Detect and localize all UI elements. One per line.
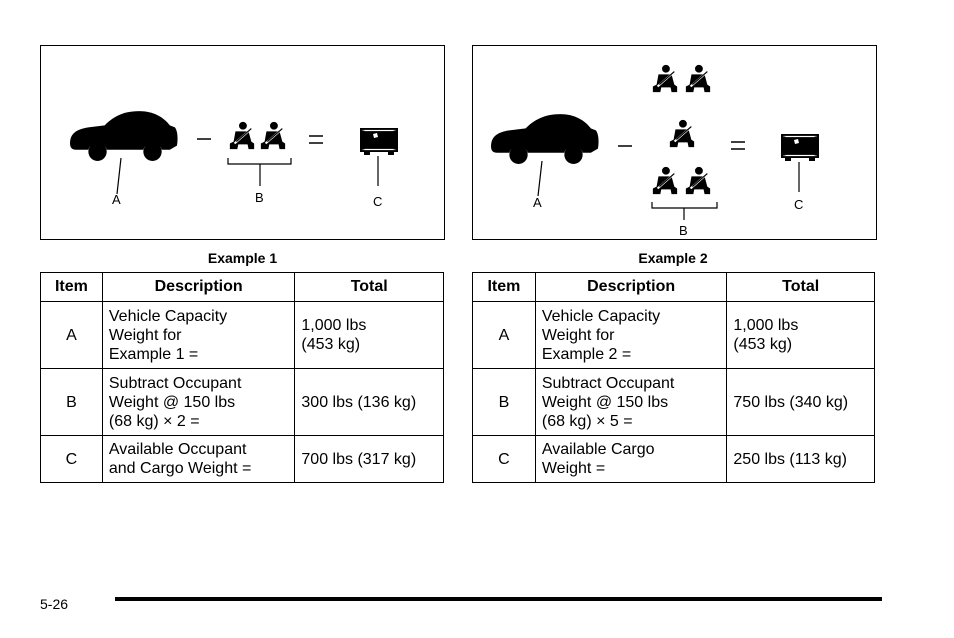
occupant-icon — [686, 65, 710, 92]
desc-line: Vehicle Capacity — [541, 307, 661, 325]
label-b: B — [255, 190, 264, 205]
desc-line: Weight for — [541, 326, 615, 344]
description-cell — [535, 302, 727, 369]
example1-table — [40, 272, 444, 483]
page-number: 5-26 — [40, 596, 69, 612]
table-row — [473, 302, 875, 369]
occupant-icon — [653, 65, 677, 92]
label-c: C — [794, 197, 804, 212]
example2-diagram — [472, 45, 877, 240]
example2-caption: Example 2 — [638, 250, 708, 266]
cargo-icon — [781, 134, 819, 161]
total-line: (453 kg) — [301, 336, 361, 353]
desc-line: (68 kg) × 2 = — [108, 412, 200, 430]
desc-line: Vehicle Capacity — [108, 307, 228, 325]
vehicle-icon — [70, 111, 178, 161]
total-cell: 700 lbs (317 kg) — [295, 436, 444, 483]
occupant-icon — [670, 120, 694, 147]
footer-rule — [115, 597, 882, 601]
vehicle-icon — [491, 114, 599, 164]
table-row — [41, 302, 444, 369]
table-header-row — [41, 273, 444, 302]
item-cell: B — [41, 369, 103, 436]
bracket — [652, 202, 717, 208]
label-b: B — [679, 223, 688, 238]
description-cell — [102, 369, 295, 436]
label-a: A — [533, 195, 542, 210]
desc-line: Weight @ 150 lbs — [108, 393, 236, 411]
table-header-row — [473, 273, 875, 302]
item-cell: A — [41, 302, 103, 369]
header-total: Total — [295, 273, 444, 302]
header-item: Item — [473, 273, 536, 302]
desc-line: Subtract Occupant — [108, 374, 242, 392]
desc-line: Subtract Occupant — [541, 374, 675, 392]
desc-line: Weight = — [541, 460, 606, 477]
total-cell — [727, 302, 875, 369]
label-a: A — [112, 192, 121, 207]
desc-line: Example 1 = — [108, 345, 199, 363]
occupant-icon — [653, 167, 677, 194]
table-row — [473, 436, 875, 483]
cargo-icon — [360, 128, 398, 155]
desc-line: Weight for — [108, 326, 182, 344]
label-c: C — [373, 194, 383, 209]
table-row — [473, 369, 875, 436]
total-line: 1,000 lbs — [301, 317, 367, 334]
header-total: Total — [727, 273, 875, 302]
desc-line: Weight @ 150 lbs — [541, 393, 669, 411]
total-cell — [295, 302, 444, 369]
desc-line: Available Cargo — [541, 441, 655, 458]
desc-line: Available Occupant — [108, 441, 247, 458]
item-cell: C — [41, 436, 103, 483]
total-cell: 750 lbs (340 kg) — [727, 369, 875, 436]
label-a-leader — [538, 161, 542, 196]
header-description: Description — [535, 273, 727, 302]
header-item: Item — [41, 273, 103, 302]
description-cell — [102, 436, 295, 483]
header-description: Description — [102, 273, 295, 302]
total-cell: 250 lbs (113 kg) — [727, 436, 875, 483]
example1-diagram — [40, 45, 445, 240]
total-line: 1,000 lbs — [733, 317, 799, 334]
label-a-leader — [117, 158, 121, 194]
occupant-icon — [261, 122, 285, 149]
desc-line: Example 2 = — [541, 345, 632, 363]
table-row — [41, 369, 444, 436]
occupant-icon — [686, 167, 710, 194]
item-cell: A — [473, 302, 536, 369]
desc-line: and Cargo Weight = — [108, 460, 252, 477]
item-cell: C — [473, 436, 536, 483]
description-cell — [535, 369, 727, 436]
example2-table — [472, 272, 875, 483]
occupant-icon — [230, 122, 254, 149]
total-cell: 300 lbs (136 kg) — [295, 369, 444, 436]
desc-line: (68 kg) × 5 = — [541, 412, 633, 430]
total-line: (453 kg) — [733, 336, 793, 353]
item-cell: B — [473, 369, 536, 436]
bracket — [228, 158, 291, 164]
description-cell — [102, 302, 295, 369]
description-cell — [535, 436, 727, 483]
example1-caption: Example 1 — [207, 250, 278, 266]
table-row — [41, 436, 444, 483]
